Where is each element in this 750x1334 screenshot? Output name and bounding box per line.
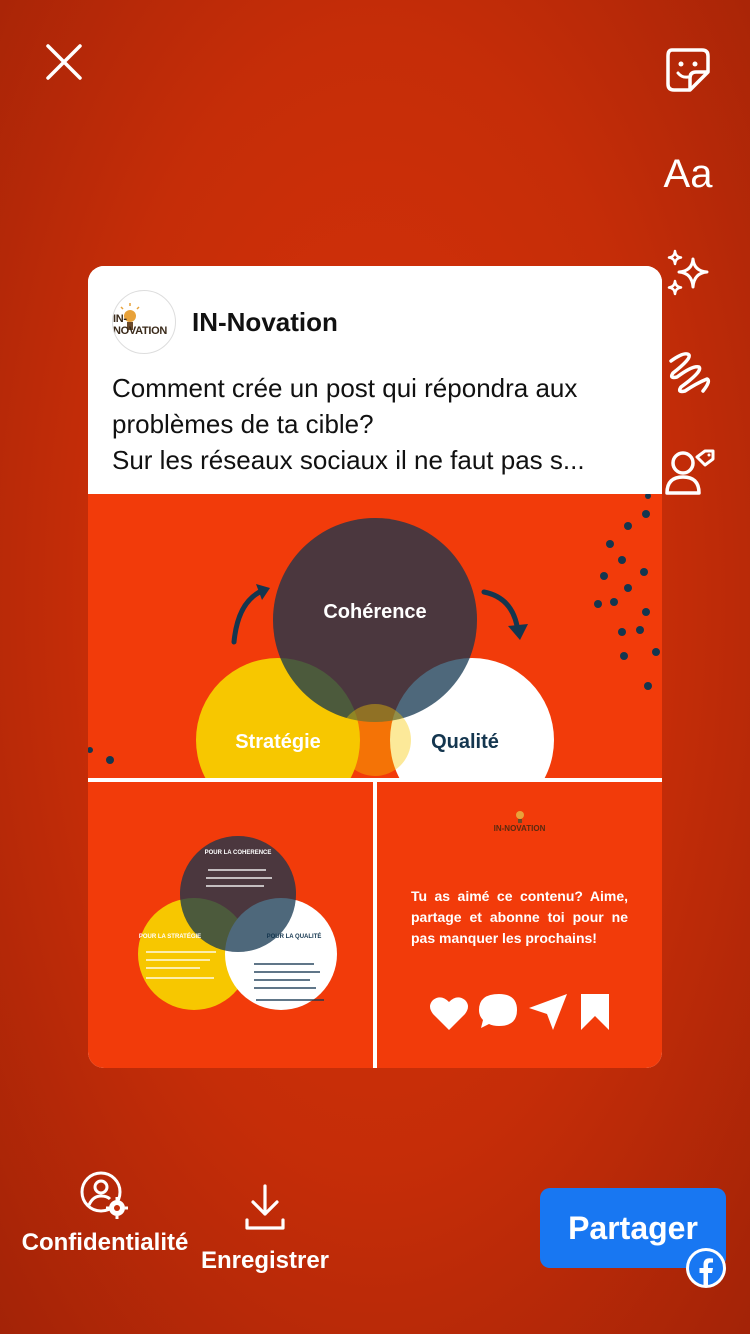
bookmark-icon <box>581 994 609 1030</box>
sparkles-icon <box>663 247 715 299</box>
venn-label-qualite: Qualité <box>431 731 499 753</box>
promo-logo-text: IN-NOVATION <box>493 824 546 833</box>
venn-detail-diagram <box>88 782 373 1068</box>
avatar-logo-text: IN-NOVATION <box>113 313 168 337</box>
venn-diagram <box>88 494 662 778</box>
heart-icon <box>430 997 468 1030</box>
close-icon <box>44 42 84 82</box>
promo-message: Tu as aimé ce contenu? Aime, partage et abonne toi pour ne pas manquer les prochains! <box>411 888 628 946</box>
effects-button[interactable] <box>660 244 718 302</box>
post-caption-line: problèmes de ta cible? <box>112 409 374 439</box>
privacy-settings-icon <box>79 1170 131 1222</box>
post-author <box>112 290 638 354</box>
venn-label-strategie: Stratégie <box>235 731 321 753</box>
scribble-icon <box>663 347 715 399</box>
post-image-venn-detail <box>88 782 373 1068</box>
promo-logo <box>377 810 662 833</box>
save-button[interactable] <box>192 1184 338 1276</box>
post-caption <box>112 370 638 478</box>
privacy-label: Confidentialité <box>21 1229 189 1256</box>
post-image-promo <box>377 782 662 1068</box>
post-caption-line: Sur les réseaux sociaux il ne faut pas s... <box>112 445 585 475</box>
post-header <box>88 266 662 494</box>
text-tool-label: Aa <box>663 151 713 196</box>
venn-detail-label-left: POUR LA STRATÉGIE <box>138 934 202 940</box>
post-image-venn <box>88 494 662 778</box>
promo-actions <box>427 992 617 1032</box>
author-name: IN-Novation <box>192 306 338 337</box>
comment-icon <box>479 994 517 1028</box>
venn-detail-label-right: POUR LA QUALITÉ <box>266 934 322 940</box>
sticker-button[interactable] <box>658 40 716 98</box>
facebook-icon <box>688 1250 724 1286</box>
text-tool-button[interactable] <box>656 146 720 202</box>
tag-people-icon <box>663 445 717 499</box>
lightbulb-logo-icon <box>513 810 527 824</box>
privacy-button[interactable] <box>20 1170 190 1258</box>
close-button[interactable] <box>36 34 92 90</box>
post-caption-line: Comment crée un post qui répondra aux <box>112 373 578 403</box>
tag-people-button[interactable] <box>660 442 720 502</box>
venn-label-coherence: Cohérence <box>323 601 427 623</box>
shared-post-card[interactable] <box>88 266 662 1068</box>
draw-button[interactable] <box>660 344 718 402</box>
share-label: Partager <box>568 1209 698 1246</box>
facebook-badge <box>686 1248 726 1288</box>
sticker-icon <box>662 44 712 94</box>
download-icon <box>243 1184 287 1232</box>
avatar <box>112 290 176 354</box>
save-label: Enregistrer <box>200 1247 330 1274</box>
venn-detail-label-top: POUR LA COHERENCE <box>204 850 272 856</box>
send-icon <box>529 994 567 1030</box>
